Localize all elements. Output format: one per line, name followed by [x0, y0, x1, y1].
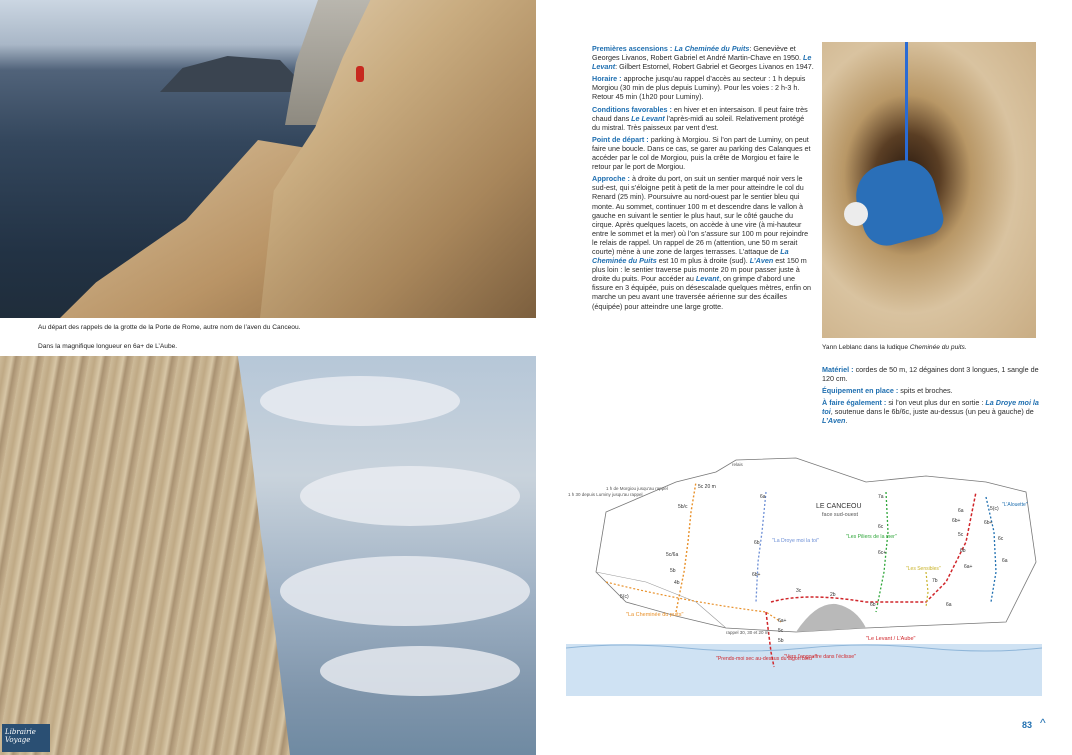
climber-figure [356, 66, 364, 82]
cloud [300, 466, 520, 526]
conditions-label: Conditions favorables : [592, 104, 672, 114]
route-info-column [592, 44, 814, 314]
equipement-label: Équipement en place : [822, 386, 899, 396]
egalement-text1: si l’on veut plus dur en sortie : [888, 398, 984, 408]
grade: 6a [760, 494, 766, 500]
grade: 6a+ [964, 564, 973, 570]
grade: 6c [998, 536, 1004, 542]
grade: 7a [878, 494, 884, 500]
gear-info-column [822, 365, 1048, 429]
grade: 6a [1002, 558, 1008, 564]
page-number: 83 [1022, 720, 1033, 730]
cliff-outline [596, 458, 1036, 632]
grade: 5c 20 m [698, 484, 716, 490]
caption-bottom: Dans la magnifique longueur en 6a+ de L’Aube. [38, 343, 178, 350]
route-levant: Le Levant [592, 53, 812, 72]
cloud [260, 376, 460, 426]
topo-label-engouffre: "Vers l’engouffre dans l’éclisse" [784, 654, 856, 660]
logo-line2: Voyage [5, 736, 31, 744]
materiel-text: cordes de 50 m, 12 dégaines dont 3 longues, 1 sangle de 120 cm. [822, 365, 1039, 384]
conditions-paragraph [592, 105, 814, 132]
grade: 5b/c [678, 504, 688, 510]
grade: 6b [960, 548, 966, 554]
chevron-up-icon: ^ [1040, 716, 1046, 730]
materiel-paragraph [822, 365, 1048, 383]
annotation-morgiou: 1 h de Morgiou jusqu’au rappel [606, 486, 668, 491]
grade: 6b+ [752, 572, 761, 578]
chimney-climber-photo [822, 42, 1036, 338]
route-aven: L’Aven [822, 416, 846, 426]
approche-text4: , on grimpe d’abord une fissure en 3 équipée, puis on désescalade quelques mètres, enfin on marche un peu avant une traversée aérienne sur des écailles (équipée) pour atteindre une large grotte. [592, 274, 811, 311]
island [160, 52, 310, 92]
topo-label-alouette: "L’Alouette" [1002, 502, 1028, 508]
topo-label-cheminee: "La Cheminée du puits" [626, 612, 684, 618]
approche-text3: est 150 m plus loin : le sentier traverse puis monte 20 m pour passer juste à droite du puits. Pour accéder au [592, 256, 807, 284]
sea-area [566, 644, 1042, 696]
caption-top: Au départ des rappels de la grotte de la Porte de Rome, autre nom de l’aven du Canceou. [38, 324, 301, 331]
topo-subtitle: face sud-ouest [822, 512, 859, 518]
route-levant: Le Levant [631, 113, 665, 123]
grade: 7b [932, 578, 938, 584]
topo-title: LE CANCEOU [816, 503, 862, 510]
logo-line1: Librairie [5, 728, 36, 736]
horaire-paragraph [592, 74, 814, 101]
equipement-paragraph [822, 386, 1048, 395]
route-droye: La Droye moi la toi [822, 398, 1039, 417]
grade: 5b [670, 568, 676, 574]
depart-text: parking à Morgiou. Si l’on part de Luminy, on peut faire une boucle. Dans ce cas, se garer au parking des Calanques et accéder par le col de Morgiou, puis la crête de Morgiou et faire le retour par le port de Morgiou. [592, 134, 811, 172]
photo-caption [822, 344, 967, 352]
grade: 5(c) [990, 506, 999, 512]
grade: 4b [674, 580, 680, 586]
topo-label-sensibles: "Les Sensibles" [906, 566, 941, 572]
photo-caption-b: Cheminée du puits. [909, 344, 967, 351]
cloud [320, 646, 520, 696]
grade: 6b [870, 602, 876, 608]
grade: 6b+ [952, 518, 961, 524]
premieres-label: Premières ascensions : [592, 44, 673, 53]
topo-label-piliers: "Les Piliers de la mer" [846, 534, 897, 540]
limestone-wall [0, 356, 290, 755]
topo-label-levant: "Le Levant / L’Aube" [866, 636, 916, 642]
topo-label-prends-moi: "Prends-moi sec au-dessus du lagon bleu" [716, 656, 814, 662]
grade: 5c/6a [666, 552, 679, 558]
conditions-text2: l’après-midi au soleil. Relativement protégé du mistral. Très paisseux par vent d’est. [592, 113, 805, 132]
helmet [844, 202, 868, 226]
topo-label-droye: "La Droye moi la toi" [772, 538, 819, 544]
right-page [536, 0, 1072, 755]
depart-paragraph [592, 135, 814, 171]
grade: 6b [754, 540, 760, 546]
topo-diagram [566, 452, 1042, 698]
wall-and-sky-photo [0, 356, 536, 755]
depart-label: Point de départ : [592, 134, 649, 144]
premieres-paragraph [592, 44, 814, 71]
approche-text2: est 10 m plus à droite (sud). [658, 256, 748, 266]
horaire-label: Horaire : [592, 74, 622, 84]
grade: 6c+ [878, 550, 887, 556]
grade: 6a+ [778, 618, 787, 624]
equipement-text: spits et broches. [900, 386, 953, 396]
annotation-relais: relais [732, 462, 743, 467]
approche-label: Approche : [592, 174, 630, 184]
annotation-luminy: 1 h 30 depuis Luminy jusqu’au rappel [568, 492, 643, 497]
approche-paragraph [592, 174, 814, 310]
grade: 6a [946, 602, 952, 608]
grade: 2b [830, 592, 836, 598]
photo-caption-a: Yann Leblanc dans la ludique [822, 344, 909, 351]
bookstore-logo [2, 724, 50, 752]
grade: 5b [778, 638, 784, 644]
coastal-cliff-photo [0, 0, 536, 318]
approche-text1: à droite du port, on suit un sentier marqué noir vers le sud-est, qui s’éloigne petit à petit de la mer pour atteindre le col du Renard (25 min). Poursuivre au nord-ouest par le sentier bleu qui monte. Au sommet, continuer 100 m et descendre dans le vallon à gauche en suivant le sentier le plus haut, sur le côté gauche du cirque. Après quelques lacets, on accède à une vire (à mi-hauteur entre le sommet et la mer) où l’on s’assure sur 100 m pour rejoindre le relais de rappel. Un rappel de 26 m (attention, une 50 m serait courte) mène à une zone de larges terrasses. L’attaque de [592, 174, 809, 256]
egalement-text3: . [845, 416, 848, 426]
route-aven: L’Aven [749, 256, 774, 266]
route-cheminee: La Cheminée du Puits [674, 44, 750, 53]
climber-jacket [849, 153, 947, 251]
egalement-paragraph [822, 398, 1048, 425]
grade: 6b+ [984, 520, 993, 526]
materiel-label: Matériel : [822, 365, 854, 374]
grade: 5(c) [620, 594, 629, 600]
route-levant: Levant [695, 274, 720, 284]
annotation-rappel: rappel 30, 30 et 20 m [726, 630, 769, 635]
horaire-text: approche jusqu’au rappel d’accès au secteur : 1 h depuis Morgiou (30 min de plus depuis Luminy). Pour les voies : 2 h-3 h. Retour 45 min (1h20 pour Luminy). [592, 74, 806, 102]
grade: 6a [958, 508, 964, 514]
route-cheminee: La Cheminée du Puits [592, 246, 789, 266]
egalement-label: À faire également : [822, 398, 887, 408]
cloud [280, 556, 530, 626]
grade: 3c [796, 588, 802, 594]
conditions-text1: en hiver et en intersaison. Il peut faire très chaud dans [592, 104, 808, 123]
grade: 6c [878, 524, 884, 530]
grade: 5c [778, 628, 784, 634]
premieres-text1: : Geneviève et Georges Livanos, Robert Gabriel et André Martin-Chave en 1950. [592, 44, 801, 63]
premieres-text2: : Gilbert Estornel, Robert Gabriel et Georges Livanos en 1947. [615, 62, 814, 72]
egalement-text2: , soutenue dans le 6b/6c, juste au-dessus (un peu à gauche) de [830, 407, 1034, 417]
grade: 5c [958, 532, 964, 538]
